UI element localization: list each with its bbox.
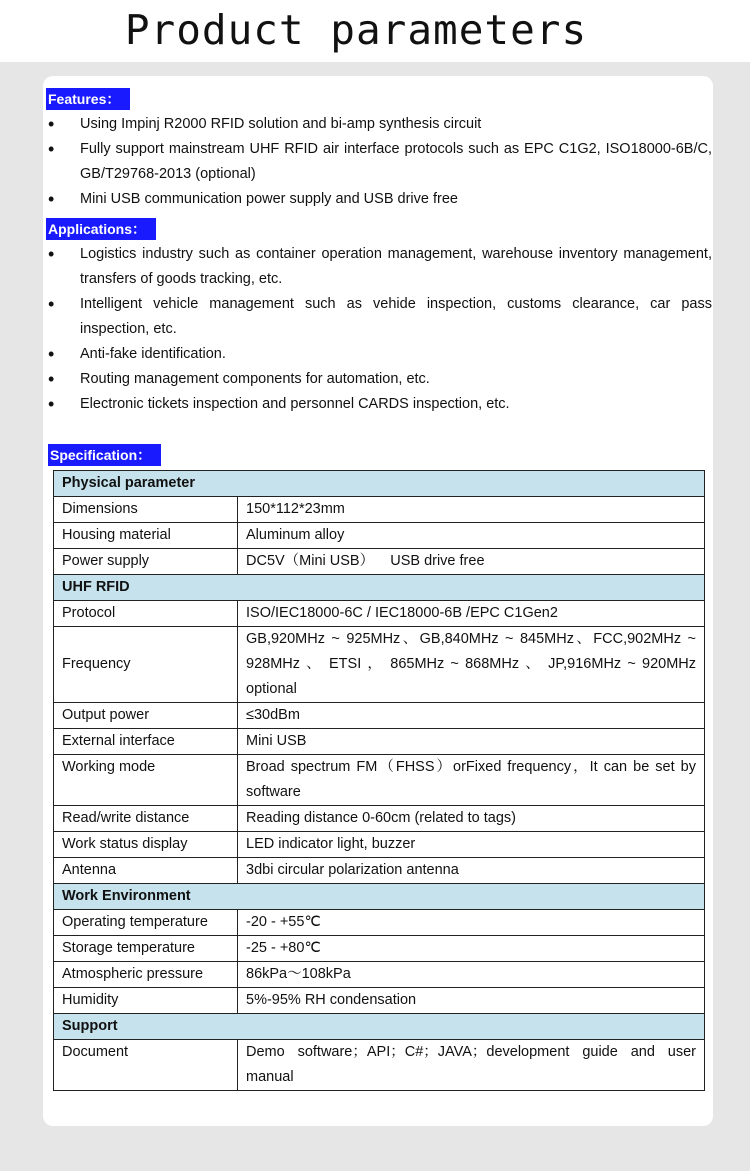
- spec-value: DC5V（Mini USB） USB drive free: [238, 549, 705, 575]
- spec-key: Operating temperature: [54, 910, 238, 936]
- spec-value: 5%-95% RH condensation: [238, 988, 705, 1014]
- spec-key: Housing material: [54, 523, 238, 549]
- spec-row: [54, 627, 705, 703]
- specification-label: Specification：: [48, 444, 161, 466]
- spec-value: Demo software；API；C#；JAVA；development guide and user manual: [238, 1040, 705, 1091]
- spec-row: [54, 729, 705, 755]
- spec-key: Working mode: [54, 755, 238, 806]
- spec-value: LED indicator light, buzzer: [238, 832, 705, 858]
- spec-row: [54, 936, 705, 962]
- spec-row: [54, 601, 705, 627]
- spec-value: -20 - +55℃: [238, 910, 705, 936]
- spec-key: Humidity: [54, 988, 238, 1014]
- spec-value: Mini USB: [238, 729, 705, 755]
- application-item: • Intelligent vehicle management such as vehide inspection, customs clearance, car pass inspection, etc.: [48, 292, 712, 342]
- spec-value: ISO/IEC18000-6C / IEC18000-6B /EPC C1Gen2: [238, 601, 705, 627]
- applications-list: [48, 242, 712, 417]
- spec-row: [54, 832, 705, 858]
- spec-section-heading: Work Environment: [54, 884, 705, 910]
- spec-key: Antenna: [54, 858, 238, 884]
- spec-key: Read/write distance: [54, 806, 238, 832]
- features-label: Features：: [46, 88, 130, 110]
- spec-row: [54, 962, 705, 988]
- spec-value: GB,920MHz ~ 925MHz、GB,840MHz ~ 845MHz、FCC,902MHz ~ 928MHz 、 ETSI ， 865MHz ~ 868MHz 、 JP,916MHz ~ 920MHz optional: [238, 627, 705, 703]
- spec-key: Output power: [54, 703, 238, 729]
- spec-section-row: [54, 884, 705, 910]
- spec-table: [53, 470, 705, 1091]
- spec-key: Protocol: [54, 601, 238, 627]
- spec-key: Document: [54, 1040, 238, 1091]
- spec-row: [54, 755, 705, 806]
- spec-row: [54, 523, 705, 549]
- spec-key: Power supply: [54, 549, 238, 575]
- spec-value: 150*112*23mm: [238, 497, 705, 523]
- application-item: • Electronic tickets inspection and personnel CARDS inspection, etc.: [48, 392, 712, 417]
- spec-key: Storage temperature: [54, 936, 238, 962]
- spec-value: ≤30dBm: [238, 703, 705, 729]
- spec-row: [54, 858, 705, 884]
- spec-value: Reading distance 0-60cm (related to tags): [238, 806, 705, 832]
- spec-key: Dimensions: [54, 497, 238, 523]
- spec-row: [54, 806, 705, 832]
- applications-label: Applications：: [46, 218, 156, 240]
- spec-row: [54, 1040, 705, 1091]
- feature-item: • Using Impinj R2000 RFID solution and bi-amp synthesis circuit: [48, 112, 712, 137]
- spec-row: [54, 703, 705, 729]
- spec-value: Broad spectrum FM（FHSS）orFixed frequency，It can be set by software: [238, 755, 705, 806]
- spec-section-row: [54, 575, 705, 601]
- spec-section-row: [54, 1014, 705, 1040]
- spec-section-row: [54, 471, 705, 497]
- spec-row: [54, 549, 705, 575]
- spec-value: 3dbi circular polarization antenna: [238, 858, 705, 884]
- features-list: [48, 112, 712, 212]
- spec-row: [54, 497, 705, 523]
- application-item: • Routing management components for automation, etc.: [48, 367, 712, 392]
- feature-item: • Fully support mainstream UHF RFID air interface protocols such as EPC C1G2, ISO18000-6B/C, GB/T29768-2013 (optional): [48, 137, 712, 187]
- feature-item: • Mini USB communication power supply and USB drive free: [48, 187, 712, 212]
- spec-key: Work status display: [54, 832, 238, 858]
- spec-value: Aluminum alloy: [238, 523, 705, 549]
- spec-key: Frequency: [54, 627, 238, 703]
- spec-key: Atmospheric pressure: [54, 962, 238, 988]
- spec-section-heading: Support: [54, 1014, 705, 1040]
- application-item: • Logistics industry such as container operation management, warehouse inventory management, transfers of goods tracking, etc.: [48, 242, 712, 292]
- spec-value: 86kPa～108kPa: [238, 962, 705, 988]
- spec-value: -25 - +80℃: [238, 936, 705, 962]
- spec-row: [54, 988, 705, 1014]
- spec-key: External interface: [54, 729, 238, 755]
- spec-section-heading: UHF RFID: [54, 575, 705, 601]
- page-header: [0, 0, 750, 62]
- spec-row: [54, 910, 705, 936]
- spec-section-heading: Physical parameter: [54, 471, 705, 497]
- application-item: • Anti-fake identification.: [48, 342, 712, 367]
- page-title: Product parameters: [124, 6, 588, 54]
